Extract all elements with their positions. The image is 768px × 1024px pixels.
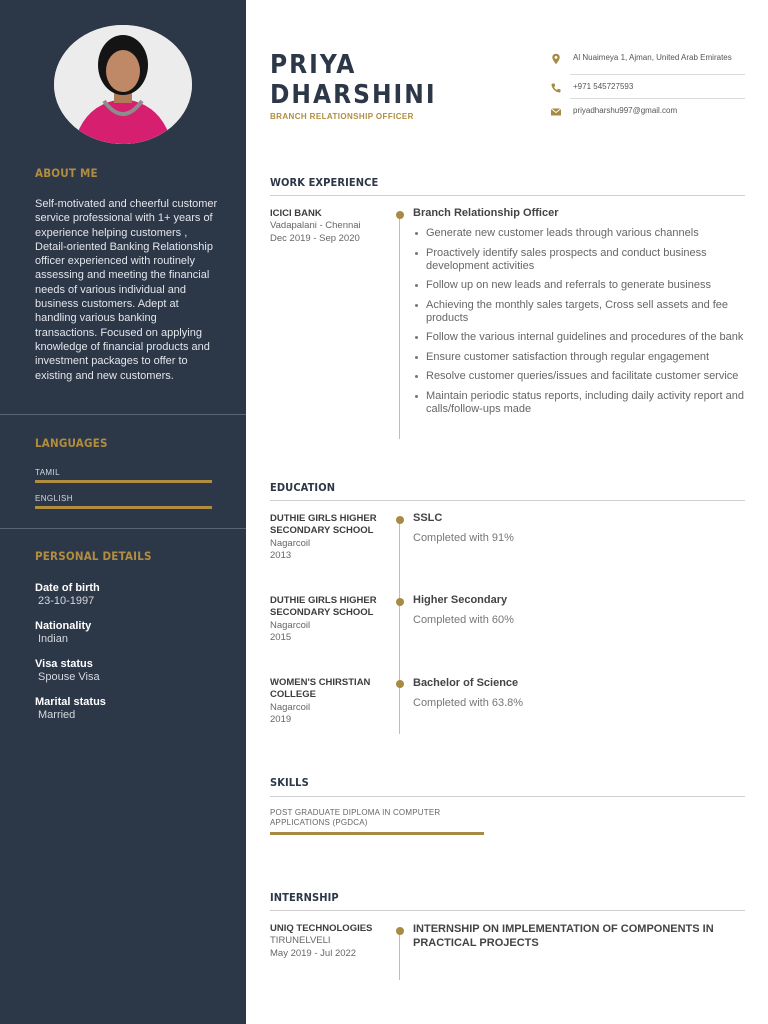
about-heading: ABOUT ME [35,166,98,180]
personal-detail-label: Marital status [35,696,106,708]
list-item: Generate new customer leads through various channels [413,227,745,240]
internship-org [270,923,380,960]
language-label: ENGLISH [35,494,73,503]
personal-detail-label: Nationality [35,620,92,632]
personal-detail-label: Date of birth [35,582,100,594]
education-degree: SSLC [413,512,443,524]
language-level-bar [35,480,212,483]
job-responsibilities [413,227,745,422]
list-item: Follow the various internal guidelines and procedures of the bank [413,331,745,344]
education-heading: EDUCATION [270,481,336,494]
contact-address [550,53,745,73]
list-item: Proactively identify sales prospects and conduct business development activities [413,247,745,273]
education-location: Nagarcoil [270,619,311,631]
skill-label: POST GRADUATE DIPLOMA IN COMPUTER APPLICATIONS (PGDCA) [270,808,441,827]
timeline-dot [396,211,404,219]
internship-org-name: UNIQ TECHNOLOGIES [270,923,373,934]
education-result: Completed with 63.8% [413,697,524,709]
personal-detail-item [35,658,225,684]
sidebar-divider [0,528,246,529]
education-degree: Higher Secondary [413,594,508,606]
name-last: DHARSHINI [270,80,437,110]
education-degree: Bachelor of Science [413,677,519,689]
education-org-name: DUTHIE GIRLS HIGHER SECONDARY SCHOOL [270,595,377,619]
language-item [35,468,212,483]
education-result: Completed with 60% [413,614,514,626]
personal-detail-item [35,696,225,722]
timeline-dot [396,927,404,935]
language-item [35,494,212,509]
timeline-line [399,214,400,439]
list-item: Resolve customer queries/issues and facilitate customer service [413,370,745,383]
list-item: Follow up on new leads and referrals to generate business [413,279,745,292]
internship-heading: INTERNSHIP [270,891,339,904]
education-org [270,595,380,644]
about-text: Self-motivated and cheerful customer service professional with 1+ years of experience helping customers , Detail-oriented Banking Relationship officer experienced with routinely assessing and meeting the financial needs of various individual and business customers. Adept at handling various banking transactions. Focused on applying knowledge of financial products and investment packages to offer to existing and new customers. [35,198,218,382]
education-year: 2019 [270,713,292,725]
section-divider [270,500,745,501]
education-org [270,677,380,726]
skill-level-bar [270,832,484,835]
map-pin-icon [550,53,562,65]
email-text[interactable]: priyadharshu997@gmail.com [573,106,678,115]
candidate-role: BRANCH RELATIONSHIP OFFICER [270,112,414,121]
contact-divider [570,98,745,99]
profile-photo-image [54,25,192,144]
list-item: Maintain periodic status reports, including daily activity report and calls/follow-ups made [413,390,745,416]
timeline-line [399,520,400,734]
list-item: Achieving the monthly sales targets, Cross sell assets and fee products [413,299,745,325]
phone-text[interactable]: +971 545727593 [573,82,634,91]
work-location: Vadapalani - Chennai [270,220,361,232]
personal-detail-value: Married [38,709,76,721]
work-org [270,208,390,245]
section-divider [270,195,745,196]
candidate-name [270,50,510,110]
language-label: TAMIL [35,468,60,477]
education-org-name: WOMEN'S CHIRSTIAN COLLEGE [270,677,371,701]
education-year: 2013 [270,549,292,561]
internship-dates: May 2019 - Jul 2022 [270,947,357,959]
envelope-icon [550,106,562,118]
personal-detail-value: Spouse Visa [38,671,100,683]
name-first: PRIYA [270,50,357,80]
phone-icon [550,82,562,94]
contact-email [550,106,745,118]
section-divider [270,796,745,797]
internship-location: TIRUNELVELI [270,935,331,947]
contact-phone [550,82,745,94]
education-org [270,513,380,562]
education-result: Completed with 91% [413,532,514,544]
job-title: Branch Relationship Officer [413,207,559,219]
skill-item [270,808,484,835]
languages-heading: LANGUAGES [35,436,108,450]
personal-detail-value: 23-10-1997 [38,595,95,607]
personal-detail-label: Visa status [35,658,93,670]
sidebar-divider [0,414,246,415]
education-location: Nagarcoil [270,537,311,549]
section-divider [270,910,745,911]
language-level-bar [35,506,212,509]
work-org-name: ICICI BANK [270,208,322,219]
list-item: Ensure customer satisfaction through regular engagement [413,351,745,364]
sidebar [0,0,246,1024]
personal-detail-value: Indian [38,633,68,645]
education-location: Nagarcoil [270,701,311,713]
address-text: Al Nuaimeya 1, Ajman, United Arab Emirates [573,53,732,62]
timeline-dot [396,680,404,688]
skills-heading: SKILLS [270,776,309,789]
education-year: 2015 [270,631,292,643]
work-experience-heading: WORK EXPERIENCE [270,176,379,189]
timeline-dot [396,516,404,524]
personal-details-heading: PERSONAL DETAILS [35,549,152,563]
education-org-name: DUTHIE GIRLS HIGHER SECONDARY SCHOOL [270,513,377,537]
personal-detail-item [35,620,225,646]
internship-title: INTERNSHIP ON IMPLEMENTATION OF COMPONENTS IN PRACTICAL PROJECTS [413,923,714,949]
personal-detail-item [35,582,225,608]
work-dates: Dec 2019 - Sep 2020 [270,232,360,244]
contact-divider [570,74,745,75]
timeline-dot [396,598,404,606]
timeline-line [399,930,400,980]
profile-photo [54,25,192,144]
